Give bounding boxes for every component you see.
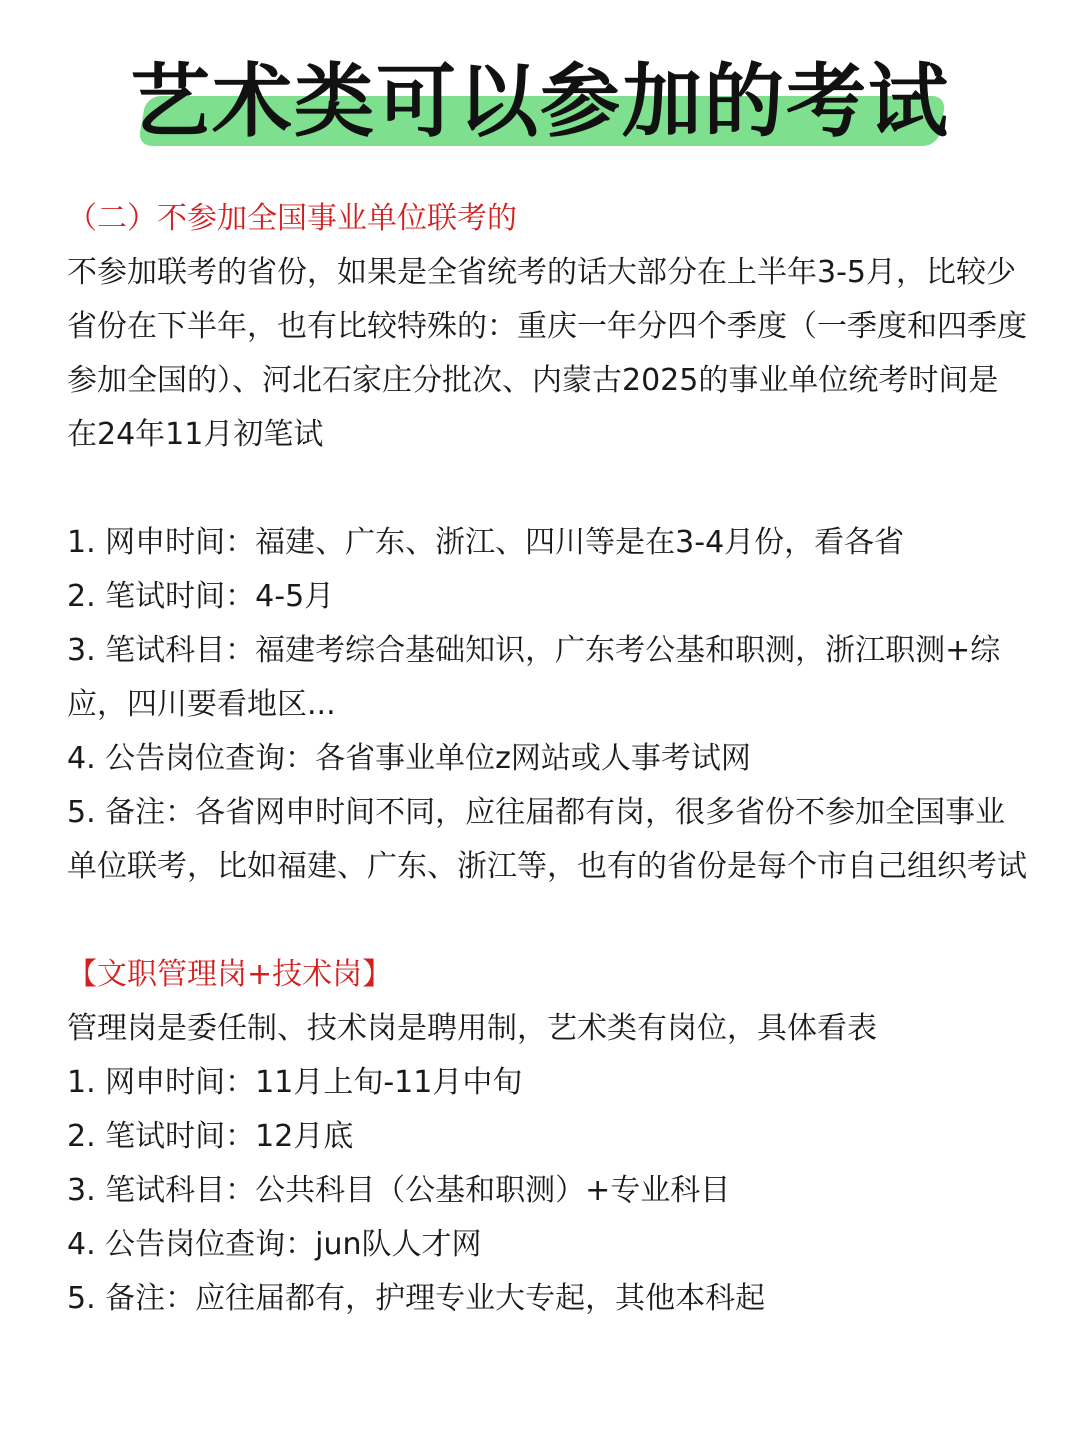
section-heading-non-joint-exam: （二）不参加全国事业单位联考的 [67, 201, 517, 236]
list-item: 5. 备注：应往届都有，护理专业大专起，其他本科起 [67, 1281, 766, 1316]
list-item: 4. 公告岗位查询：各省事业单位z网站或人事考试网 [67, 741, 751, 776]
list-item: 5. 备注：各省网申时间不同，应往届都有岗，很多省份不参加全国事业单位联考，比如福建、广东、浙江等，也有的省份是每个市自己组织考试 [67, 795, 1027, 884]
page-title: 艺术类可以参加的考试 [130, 55, 950, 148]
list-item: 1. 网申时间：11月上旬-11月中旬 [67, 1065, 523, 1100]
list-item: 3. 笔试科目：公共科目（公基和职测）+专业科目 [67, 1173, 731, 1208]
page-title-block [0, 52, 1080, 162]
list-item: 2. 笔试时间：4-5月 [67, 579, 335, 614]
section-intro: 管理岗是委任制、技术岗是聘用制，艺术类有岗位，具体看表 [67, 1011, 877, 1046]
section-heading-civilian-posts: 【文职管理岗+技术岗】 [67, 957, 393, 992]
section-intro: 不参加联考的省份，如果是全省统考的话大部分在上半年3-5月，比较少省份在下半年，也有比较特殊的：重庆一年分四个季度（一季度和四季度参加全国的）、河北石家庄分批次、内蒙古2025的事业单位统考时间是在24年11月初笔试 [67, 255, 1027, 452]
list-item: 2. 笔试时间：12月底 [67, 1119, 354, 1154]
article-body [67, 192, 1027, 1326]
list-item: 3. 笔试科目：福建考综合基础知识，广东考公基和职测，浙江职测+综应，四川要看地区... [67, 633, 1001, 722]
spacer [67, 894, 1027, 948]
list-item: 4. 公告岗位查询：jun队人才网 [67, 1227, 482, 1262]
list-item: 1. 网申时间：福建、广东、浙江、四川等是在3-4月份，看各省 [67, 525, 905, 560]
spacer [67, 462, 1027, 516]
